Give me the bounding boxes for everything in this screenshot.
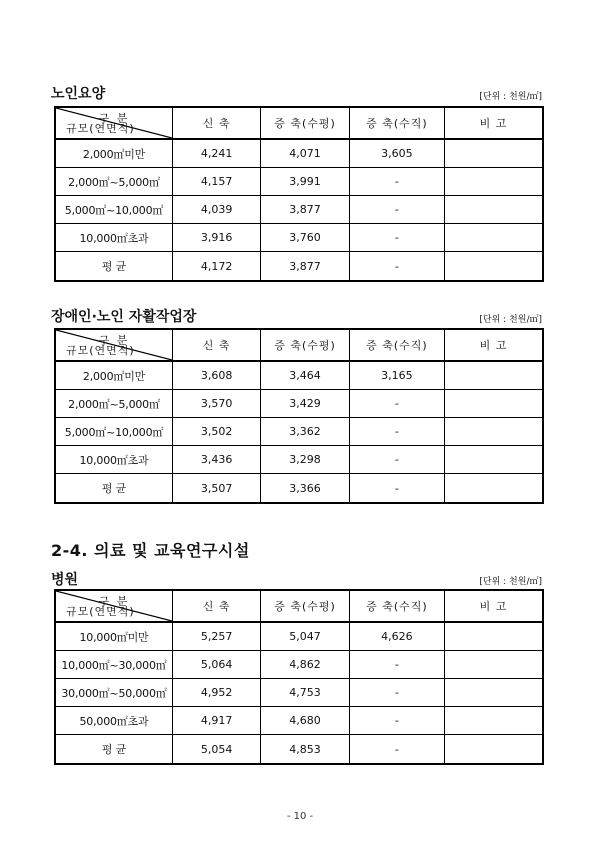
value-horizontal: 3,877 xyxy=(261,252,349,282)
value-new-build: 4,157 xyxy=(172,168,260,196)
header-scale: 규모(연면적) xyxy=(66,122,135,135)
row-label: 5,000㎡~10,000㎡ xyxy=(55,196,172,224)
value-vertical: 3,605 xyxy=(349,139,444,168)
value-vertical: 4,626 xyxy=(349,622,444,651)
header-vertical-extension: 증 축(수직) xyxy=(349,590,444,622)
table-row xyxy=(55,707,543,735)
header-horizontal-extension: 증 축(수평) xyxy=(261,329,349,361)
header-vertical-extension: 증 축(수직) xyxy=(349,329,444,361)
value-horizontal: 3,298 xyxy=(261,446,349,474)
header-remarks: 비 고 xyxy=(445,329,543,361)
unit-label: [단위 : 천원/㎡] xyxy=(479,315,542,325)
value-remarks xyxy=(445,735,543,765)
header-scale: 규모(연면적) xyxy=(66,605,135,618)
section-title: 병원 xyxy=(51,572,79,588)
cost-table xyxy=(54,106,544,282)
value-vertical: - xyxy=(349,224,444,252)
value-new-build: 4,172 xyxy=(172,252,260,282)
value-vertical: - xyxy=(349,252,444,282)
cost-table xyxy=(54,589,544,765)
header-remarks: 비 고 xyxy=(445,590,543,622)
value-horizontal: 3,362 xyxy=(261,418,349,446)
table-header-row xyxy=(55,329,543,361)
row-label: 30,000㎡~50,000㎡ xyxy=(55,679,172,707)
value-vertical: - xyxy=(349,390,444,418)
value-new-build: 3,916 xyxy=(172,224,260,252)
value-vertical: - xyxy=(349,418,444,446)
value-horizontal: 4,753 xyxy=(261,679,349,707)
header-category: 구 분 xyxy=(98,112,130,125)
value-new-build: 4,952 xyxy=(172,679,260,707)
average-row xyxy=(55,735,543,765)
value-remarks xyxy=(445,390,543,418)
diagonal-header-cell xyxy=(55,590,172,622)
header-new-build: 신 축 xyxy=(172,329,260,361)
table-row xyxy=(55,679,543,707)
unit-label: [단위 : 천원/㎡] xyxy=(479,577,542,587)
value-remarks xyxy=(445,196,543,224)
value-horizontal: 3,877 xyxy=(261,196,349,224)
value-horizontal: 5,047 xyxy=(261,622,349,651)
row-label: 2,000㎡미만 xyxy=(55,139,172,168)
value-vertical: - xyxy=(349,735,444,765)
value-remarks xyxy=(445,224,543,252)
value-new-build: 5,064 xyxy=(172,651,260,679)
row-label: 10,000㎡미만 xyxy=(55,622,172,651)
value-new-build: 3,570 xyxy=(172,390,260,418)
value-new-build: 3,507 xyxy=(172,474,260,504)
value-new-build: 5,054 xyxy=(172,735,260,765)
diagonal-header-cell xyxy=(55,329,172,361)
row-label: 50,000㎡초과 xyxy=(55,707,172,735)
value-remarks xyxy=(445,168,543,196)
header-category: 구 분 xyxy=(98,595,130,608)
value-horizontal: 3,429 xyxy=(261,390,349,418)
value-horizontal: 4,071 xyxy=(261,139,349,168)
average-row xyxy=(55,474,543,504)
row-label: 10,000㎡초과 xyxy=(55,446,172,474)
page-number: - 10 - xyxy=(286,811,314,822)
table-header-row xyxy=(55,590,543,622)
header-horizontal-extension: 증 축(수평) xyxy=(261,590,349,622)
value-horizontal: 4,680 xyxy=(261,707,349,735)
value-vertical: - xyxy=(349,168,444,196)
header-horizontal-extension: 증 축(수평) xyxy=(261,107,349,139)
row-label: 2,000㎡미만 xyxy=(55,361,172,390)
value-remarks xyxy=(445,707,543,735)
value-new-build: 3,502 xyxy=(172,418,260,446)
value-vertical: - xyxy=(349,474,444,504)
table-row xyxy=(55,139,543,168)
value-remarks xyxy=(445,622,543,651)
average-row xyxy=(55,252,543,282)
header-scale: 규모(연면적) xyxy=(66,344,135,357)
value-new-build: 4,039 xyxy=(172,196,260,224)
value-remarks xyxy=(445,252,543,282)
value-horizontal: 4,862 xyxy=(261,651,349,679)
value-remarks xyxy=(445,651,543,679)
value-horizontal: 4,853 xyxy=(261,735,349,765)
value-new-build: 3,436 xyxy=(172,446,260,474)
chapter-heading: 2-4. 의료 및 교육연구시설 xyxy=(51,541,250,560)
section-title: 노인요양 xyxy=(51,86,106,102)
table-row xyxy=(55,418,543,446)
value-vertical: - xyxy=(349,446,444,474)
value-horizontal: 3,464 xyxy=(261,361,349,390)
value-remarks xyxy=(445,679,543,707)
value-horizontal: 3,366 xyxy=(261,474,349,504)
value-horizontal: 3,760 xyxy=(261,224,349,252)
row-label: 10,000㎡초과 xyxy=(55,224,172,252)
table-row xyxy=(55,622,543,651)
row-label: 평 균 xyxy=(55,252,172,282)
cost-table xyxy=(54,328,544,504)
row-label: 평 균 xyxy=(55,474,172,504)
table-row xyxy=(55,196,543,224)
row-label: 평 균 xyxy=(55,735,172,765)
value-new-build: 4,241 xyxy=(172,139,260,168)
table-row xyxy=(55,390,543,418)
value-vertical: - xyxy=(349,651,444,679)
value-vertical: 3,165 xyxy=(349,361,444,390)
table-row xyxy=(55,168,543,196)
value-remarks xyxy=(445,446,543,474)
table-header-row xyxy=(55,107,543,139)
section-title: 장애인·노인 자활작업장 xyxy=(51,309,197,325)
value-new-build: 4,917 xyxy=(172,707,260,735)
table-row xyxy=(55,651,543,679)
value-horizontal: 3,991 xyxy=(261,168,349,196)
header-remarks: 비 고 xyxy=(445,107,543,139)
value-remarks xyxy=(445,418,543,446)
row-label: 2,000㎡~5,000㎡ xyxy=(55,168,172,196)
value-vertical: - xyxy=(349,679,444,707)
value-remarks xyxy=(445,474,543,504)
value-new-build: 5,257 xyxy=(172,622,260,651)
value-vertical: - xyxy=(349,196,444,224)
row-label: 5,000㎡~10,000㎡ xyxy=(55,418,172,446)
value-remarks xyxy=(445,139,543,168)
table-row xyxy=(55,224,543,252)
row-label: 2,000㎡~5,000㎡ xyxy=(55,390,172,418)
table-row xyxy=(55,446,543,474)
value-remarks xyxy=(445,361,543,390)
value-vertical: - xyxy=(349,707,444,735)
unit-label: [단위 : 천원/㎡] xyxy=(479,92,542,102)
header-new-build: 신 축 xyxy=(172,107,260,139)
diagonal-header-cell xyxy=(55,107,172,139)
row-label: 10,000㎡~30,000㎡ xyxy=(55,651,172,679)
header-vertical-extension: 증 축(수직) xyxy=(349,107,444,139)
header-category: 구 분 xyxy=(98,334,130,347)
header-new-build: 신 축 xyxy=(172,590,260,622)
value-new-build: 3,608 xyxy=(172,361,260,390)
table-row xyxy=(55,361,543,390)
